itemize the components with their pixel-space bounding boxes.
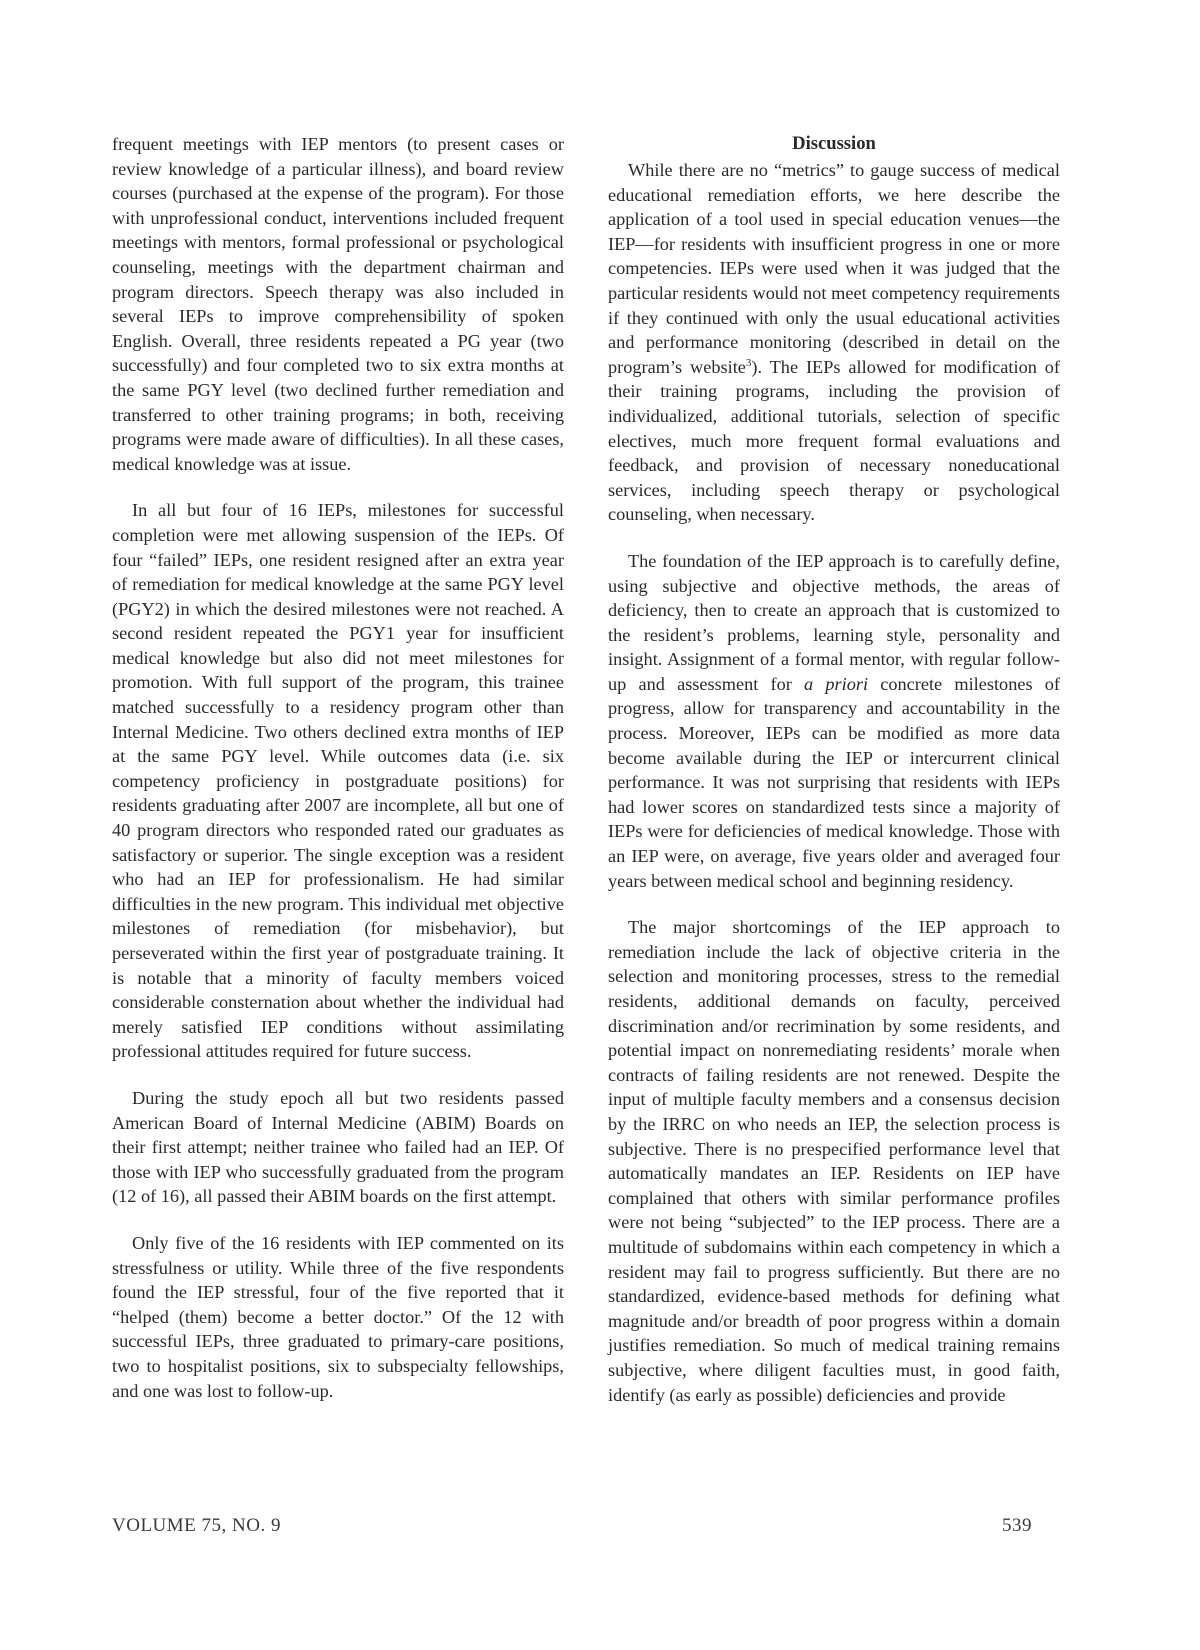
right-paragraph-2-text-b: concrete milestones of progress, allow for transparency and accountability in the process. Moreover, IEPs can be modified as more data become available during the IEP or intercurrent clinical performance. It was not surprising that residents with IEPs had lower scores on standardized tests since a majority of IEPs were for deficiencies of medical knowledge. Those with an IEP were, on average, five years older and averaged four years between medical school and beginning residency. bbox=[608, 673, 1060, 891]
reference-superscript: 3 bbox=[745, 356, 752, 369]
left-paragraph-2: In all but four of 16 IEPs, milestones for successful completion were met allowing suspension of the IEPs. Of four “failed” IEPs, one resident resigned after an extra year of remediation for medical knowledge at the same PGY level (PGY2) in which the desired milestones were not reached. A second resident repeated the PGY1 year for insufficient medical knowledge but also did not meet milestones for promotion. With full support of the program, this trainee matched successfully to a residency program other than Internal Medicine. Two others declined extra months of IEP at the same PGY level. While outcomes data (i.e. six competency proficiency in postgraduate positions) for residents graduating after 2007 are incomplete, all but one of 40 program directors who responded rated our graduates as satisfactory or superior. The single exception was a resident who had an IEP for professionalism. He had similar difficulties in the new program. This individual met objective milestones of remediation (for misbehavior), but perseverated within the first year of postgraduate training. It is notable that a minority of faculty members voiced considerable consternation about whether the individual had merely satisfied IEP conditions without assimilating professional attitudes required for future success. bbox=[112, 500, 564, 1062]
section-heading-discussion: Discussion bbox=[792, 133, 876, 154]
right-paragraph-1-text-a: While there are no “metrics” to gauge success of medical educational remediation efforts, we here describe the application of a tool used in special education venues—the IEP—for residents with insufficient progress in one or more competencies. IEPs were used when it was judged that the particular residents would not meet competency requirements if they continued with only the usual educational activities and performance monitoring (described in detail on the program’s website bbox=[608, 160, 1060, 377]
italic-phrase: a priori bbox=[804, 673, 869, 694]
left-paragraph-3: During the study epoch all but two residents passed American Board of Internal Medicine (ABIM) Boards on their first attempt; neither trainee who failed had an IEP. Of those with IEP who successfully graduated from the program (12 of 16), all passed their ABIM boards on the first attempt. bbox=[112, 1087, 564, 1207]
right-paragraph-1-text-b: ). The IEPs allowed for modification of their training programs, including the provision of individualized, additional tutorials, selection of specific electives, much more frequent formal evaluations and feedback, and provision of necessary noneducational services, including speech therapy or psychological counseling, when necessary. bbox=[608, 356, 1060, 525]
right-paragraph-3: The major shortcomings of the IEP approach to remediation include the lack of objective criteria in the selection and monitoring processes, stress to the remedial residents, additional demands on faculty, perceived discrimination and/or recrimination by some residents, and potential impact on nonremediating residents’ morale when contracts of failing residents are not renewed. Despite the input of multiple faculty members and a consensus decision by the IRRC on who needs an IEP, the selection process is subjective. There is no prespecified performance level that automatically mandates an IEP. Residents on IEP have complained that others with similar performance profiles were not being “subjected” to the IEP process. There are a multitude of subdomains within each competency in which a resident may fail to progress sufficiently. But there are no standardized, evidence-based methods for defining what magnitude and/or breadth of poor progress within a domain justifies remediation. So much of medical training remains subjective, where diligent faculties must, in good faith, identify (as early as possible) deficiencies and provide bbox=[608, 917, 1060, 1405]
footer-page-number: 539 bbox=[1002, 1515, 1032, 1536]
right-paragraph-1 bbox=[608, 158, 1060, 527]
footer-volume: VOLUME 75, NO. 9 bbox=[112, 1515, 281, 1536]
left-paragraph-4: Only five of the 16 residents with IEP commented on its stressfulness or utility. While three of the five respondents found the IEP stressful, four of the five reported that it “helped (them) become a better doctor.” Of the 12 with successful IEPs, three graduated to primary-care positions, two to hospitalist positions, six to subspecialty fellowships, and one was lost to follow-up. bbox=[112, 1232, 564, 1401]
right-paragraph-2 bbox=[608, 549, 1060, 893]
left-column bbox=[112, 132, 564, 1425]
left-paragraph-1: frequent meetings with IEP mentors (to present cases or review knowledge of a particular illness), and board review courses (purchased at the expense of the program). For those with unprofessional conduct, interventions included frequent meetings with mentors, formal professional or psychological counseling, meetings with the department chairman and program directors. Speech therapy was also included in several IEPs to improve comprehensibility of spoken English. Overall, three residents repeated a PG year (two successfully) and four completed two to six extra months at the same PGY level (two declined further remediation and transferred to other training programs; in both, receiving programs were made aware of difficulties). In all these cases, medical knowledge was at issue. bbox=[112, 134, 564, 474]
right-paragraph-2-text-a: The foundation of the IEP approach is to carefully define, using subjective and objective methods, the areas of deficiency, then to create an approach that is customized to the resident’s problems, learning style, personality and insight. Assignment of a formal mentor, with regular follow-up and assessment for bbox=[608, 550, 1060, 694]
right-column bbox=[608, 132, 1060, 1429]
